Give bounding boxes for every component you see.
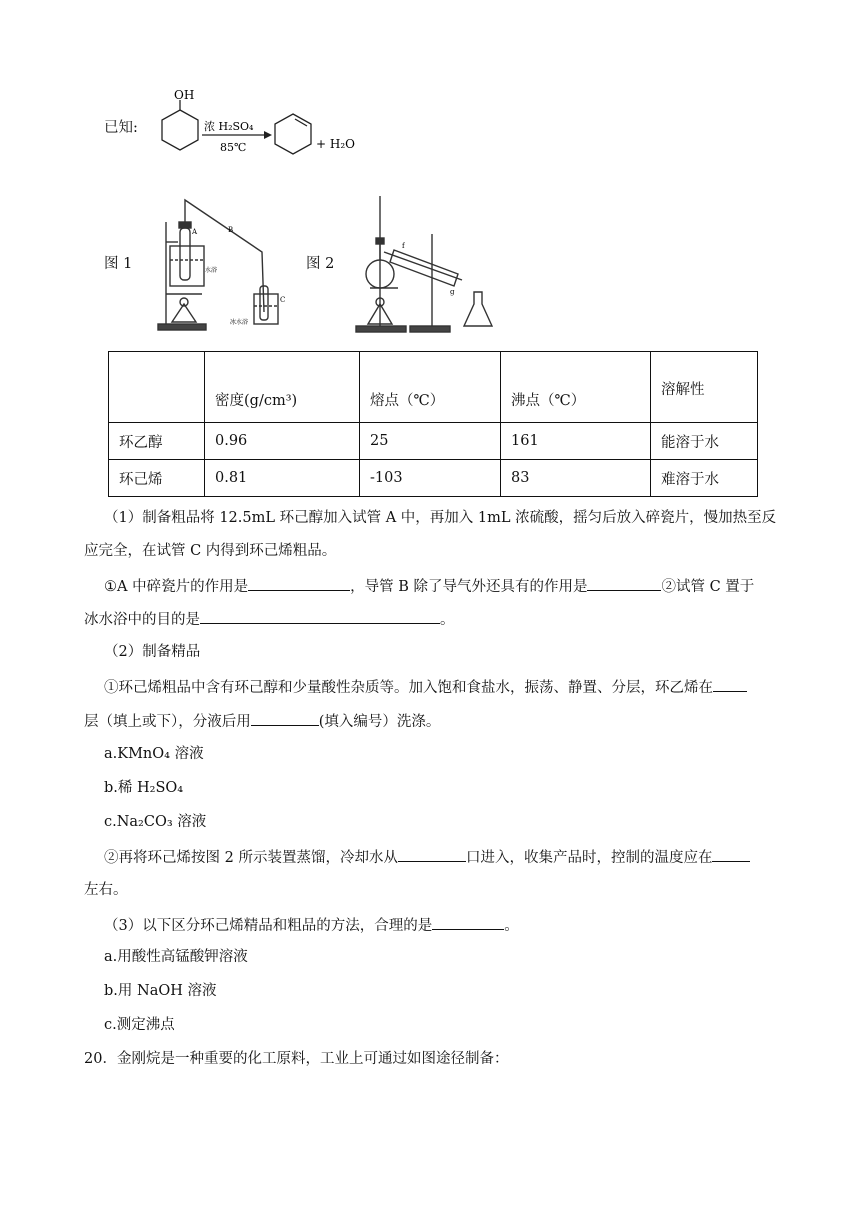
oh-group: OH [174, 88, 195, 102]
properties-table [108, 351, 758, 497]
q2-p1-b: 层（填上或下），分液后用 [84, 714, 251, 730]
q3-option-a: a.用酸性高锰酸钾溶液 [104, 949, 248, 965]
answer-blank[interactable] [248, 575, 350, 591]
reaction-scheme [160, 88, 360, 168]
table-cell: 0.81 [205, 460, 360, 497]
condition-bottom: 85℃ [220, 141, 247, 154]
fig1-tag-b: B [228, 226, 234, 234]
table-cell: 环乙醇 [109, 423, 205, 460]
q3-title [104, 914, 519, 936]
answer-blank[interactable] [712, 846, 750, 862]
table-header-cell: 熔点（℃） [360, 352, 501, 423]
table-cell: 难溶于水 [651, 460, 758, 497]
q1-line4-a: 冰水浴中的目的是 [84, 612, 200, 628]
fig2-tag-f: f [402, 242, 405, 250]
q2-option-b: b.稀 H₂SO₄ [104, 780, 184, 796]
q3-option-c: c.测定沸点 [104, 1017, 175, 1033]
q2-p1-a: ①环己烯粗品中含有环己醇和少量酸性杂质等。加入饱和食盐水，振荡、静置、分层，环乙烯在 [104, 680, 713, 696]
q1-line4 [84, 608, 455, 630]
q2-p2-b: 口进入，收集产品时，控制的温度应在 [465, 850, 713, 866]
table-row [109, 423, 758, 460]
table-cell: -103 [360, 460, 501, 497]
cyclohexene-structure [275, 114, 311, 154]
answer-blank[interactable] [398, 846, 466, 862]
q1-line4-b: 。 [440, 612, 455, 628]
answer-blank[interactable] [587, 575, 661, 591]
fig1-tag-a: A [192, 228, 198, 236]
q2-p2-a: ②再将环己烯按图 2 所示装置蒸馏，冷却水从 [104, 850, 398, 866]
answer-blank[interactable] [432, 914, 504, 930]
fig1-ice-bath: 冰水浴 [230, 319, 249, 326]
q1-line3 [104, 575, 754, 597]
q1-line3-c: ②试管 C 置于 [661, 579, 755, 595]
q3-option-b: b.用 NaOH 溶液 [104, 983, 217, 999]
figure2-apparatus [350, 194, 498, 336]
cyclohexanol-structure [162, 100, 198, 150]
q1-line2: 应完全，在试管 C 内得到环己烯粗品。 [84, 543, 337, 559]
table-cell: 能溶于水 [651, 423, 758, 460]
answer-blank[interactable] [251, 710, 319, 726]
q3-title-b: 。 [504, 918, 519, 934]
q2-title: （2）制备精品 [104, 644, 201, 660]
q2-p1-line1 [104, 676, 747, 698]
q1-line3-b: ，导管 B 除了导气外还具有的作用是 [350, 579, 588, 595]
table-header-cell: 溶解性 [651, 352, 758, 423]
q2-p2-c: 左右。 [84, 882, 128, 898]
figure1-apparatus [150, 194, 292, 336]
known-label: 已知: [104, 120, 138, 136]
fig2-tag-g: g [450, 288, 455, 296]
table-header-cell: 沸点（℃） [501, 352, 651, 423]
table-header-cell [109, 352, 205, 423]
q2-option-c: c.Na₂CO₃ 溶液 [104, 814, 207, 830]
figure2-label: 图 2 [306, 256, 335, 272]
figure1-label: 图 1 [104, 256, 133, 272]
q20-text: 20．金刚烷是一种重要的化工原料，工业上可通过如图途径制备： [84, 1051, 509, 1067]
table-cell: 0.96 [205, 423, 360, 460]
q2-option-a: a.KMnO₄ 溶液 [104, 746, 204, 762]
table-header-row [109, 352, 758, 423]
q3-title-a: （3）以下区分环己烯精品和粗品的方法，合理的是 [104, 918, 433, 934]
q2-p2-line1 [104, 846, 750, 868]
q1-line1: （1）制备粗品将 12.5mL 环己醇加入试管 A 中，再加入 1mL 浓硫酸，摇匀后放入碎瓷片，慢加热至反 [104, 510, 777, 526]
table-header-cell: 密度(g/cm³) [205, 352, 360, 423]
fig1-water-bath: 水浴 [205, 267, 218, 274]
q1-line3-a: ①A 中碎瓷片的作用是 [104, 579, 249, 595]
fig1-tag-c: C [280, 296, 286, 304]
q2-p1-c: (填入编号）洗涤。 [318, 714, 441, 730]
water-byproduct: + H₂O [316, 137, 355, 151]
condition-top: 浓 H₂SO₄ [204, 120, 254, 133]
answer-blank[interactable] [713, 676, 747, 692]
table-cell: 25 [360, 423, 501, 460]
q2-p1-line2 [84, 710, 440, 732]
answer-blank[interactable] [200, 608, 440, 624]
table-cell: 161 [501, 423, 651, 460]
table-cell: 83 [501, 460, 651, 497]
table-cell: 环己烯 [109, 460, 205, 497]
table-row [109, 460, 758, 497]
